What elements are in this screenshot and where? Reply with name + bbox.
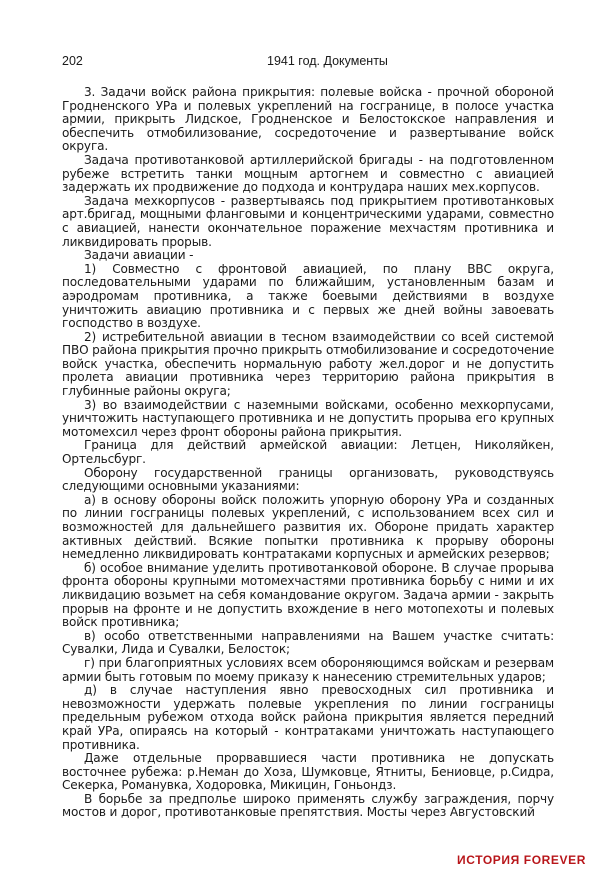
paragraph: б) особое внимание уделить противотанковой обороне. В случае прорыва фронта обороны крупными мотомехчастями противника борьбу с ними и их ликвидацию возьмет на себя командование округом. Задача армии - закрыть прорыв на фронте и не допустить вхождение в него мотопехоты и полевых войск противника;: [62, 560, 554, 630]
page-header: [62, 54, 554, 72]
paragraph: Граница для действий армейской авиации: Летцен, Николяйкен, Ортельсбург.: [62, 438, 554, 467]
paragraph: 1) Совместно с фронтовой авиацией, по плану ВВС округа, последовательными ударами по ближайшим, установленным базам и аэродромам противника, а также боевыми действиями в воздухе уничтожить авиацию противника и с первых же дней войны завоевать господство в воздухе.: [62, 261, 554, 331]
paragraph: г) при благоприятных условиях всем обороняющимся войскам и резервам армии быть готовым по моему приказу к нанесению стремительных ударов;: [62, 655, 554, 684]
paragraph: 2) истребительной авиации в тесном взаимодействии со всей системой ПВО района прикрытия прочно прикрыть отмобилизование и сосредоточение войск участка, обеспечить нормальную работу жел.дорог и не допустить пролета авиации противника через территорию района прикрытия в глубинные районы округа;: [62, 329, 554, 399]
paragraph: Даже отдельные прорвавшиеся части противника не допускать восточнее рубежа: р.Неман до Хоза, Шумковце, Ятниты, Бениовце, р.Сидра, Секерка, Романувка, Ходоровка, Микицин, Гоньондз.: [62, 751, 554, 793]
paragraph: а) в основу обороны войск положить упорную оборону УРа и созданных по линии госграницы полевых укреплений, с использованием всех сил и возможностей для дальнейшего развития их. Обороне придать характер активных действий. Всякие попытки противника к прорыву обороны немедленно ликвидировать контратаками корпусных и армейских резервов;: [62, 492, 554, 562]
paragraph: 3) во взаимодействии с наземными войсками, особенно мехкорпусами, уничтожить наступающего противника и не допустить прорыва его крупных мотомехсил через фронт обороны района прикрытия.: [62, 397, 554, 439]
paragraph: Задача мехкорпусов - развертываясь под прикрытием противотанковых арт.бригад, мощными фланговыми и концентрическими ударами, совместно с авиацией, нанести окончательное поражение мехчастям противника и ликвидировать прорыв.: [62, 193, 554, 249]
paragraph: в) особо ответственными направлениями на Вашем участке считать: Сувалки, Лида и Сувалки, Белосток;: [62, 628, 554, 657]
document-body: [62, 86, 554, 820]
paragraph: Задача противотанковой артиллерийской бригады - на подготовленном рубеже встретить танки мощным артогнем и совместно с авиацией задержать их продвижение до подхода и контрудара наших мех.корпусов.: [62, 152, 554, 195]
paragraph: Задачи авиации -: [84, 248, 194, 263]
paragraph: Оборону государственной границы организовать, руководствуясь следующими основными указаниями:: [62, 465, 554, 494]
watermark-logo: ИСТОРИЯ FOREVER: [457, 853, 586, 867]
page-number: 202: [62, 54, 83, 68]
running-title: 1941 год. Документы: [267, 54, 388, 68]
paragraph: В борьбе за предполье широко применять службу заграждения, порчу мостов и дорог, противотанковые препятствия. Мосты через Августовский: [62, 791, 554, 820]
paragraph: 3. Задачи войск района прикрытия: полевые войска - прочной обороной Гродненского УРа и полевых укреплений на госгранице, в полосе участка армии, прикрыть Лидское, Гродненское и Белостокское направления и обеспечить отмобилизование, сосредоточение и развертывание войск округа.: [62, 85, 554, 154]
paragraph: д) в случае наступления явно превосходных сил противника и невозможности удержать полевые укрепления по линии госграницы предельным рубежом отхода войск района прикрытия является передний край УРа, опираясь на который - контратаками уничтожать наступающего противника.: [62, 683, 554, 752]
